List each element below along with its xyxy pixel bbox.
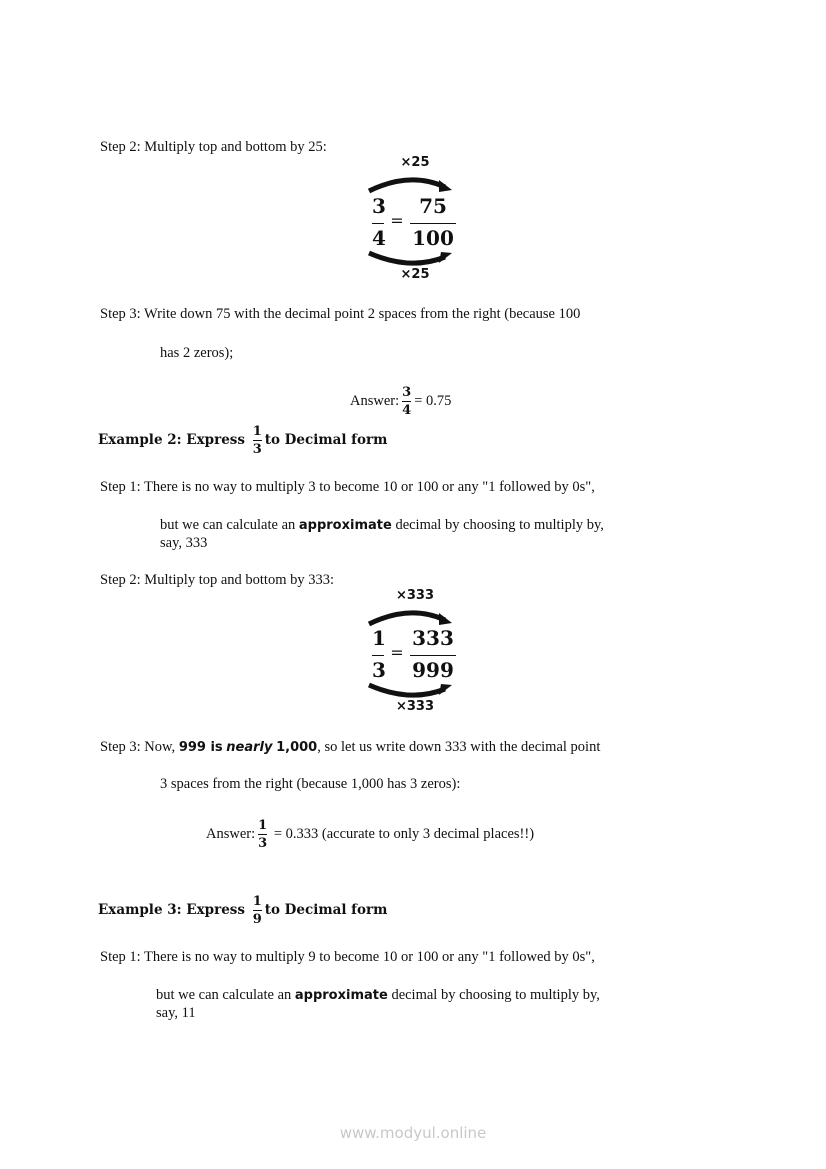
multiplier-top: ×333 — [395, 588, 435, 603]
ex2-fraction-diagram — [355, 588, 475, 718]
denominator: 3 — [258, 836, 268, 852]
arrow-top-icon — [355, 608, 475, 628]
text: decimal by choosing to multiply by, — [395, 517, 604, 533]
denominator: 4 — [402, 403, 412, 419]
multiplier-bottom: ×333 — [395, 699, 435, 714]
ex2-step1-cont — [160, 516, 604, 535]
ex2-step3 — [100, 738, 600, 757]
answer-label: Answer: — [350, 393, 400, 409]
ex3-step1: Step 1: There is no way to multiply 9 to become 10 or 100 or any "1 followed by 0s", — [100, 949, 595, 965]
answer-result: = 0.75 — [414, 393, 452, 409]
ex1-step2: Step 2: Multiply top and bottom by 25: — [100, 139, 327, 155]
ex2-step1: Step 1: There is no way to multiply 3 to become 10 or 100 or any "1 followed by 0s", — [100, 479, 595, 495]
numerator: 1 — [252, 424, 262, 439]
ex1-answer — [350, 381, 451, 421]
bold-text: 1,000 — [276, 740, 318, 755]
ex3-step1-cont — [156, 986, 600, 1005]
arrow-bottom-icon — [355, 681, 475, 701]
bold-text: 999 is — [178, 740, 223, 755]
multiplier-bottom: ×25 — [400, 267, 430, 282]
ex1-step3-cont: has 2 zeros); — [160, 345, 234, 361]
answer-result: = 0.333 (accurate to only 3 decimal places!!) — [273, 826, 535, 842]
equals: = — [390, 643, 404, 662]
denominator: 9 — [252, 912, 262, 927]
watermark: www.modyul.online — [339, 1124, 487, 1142]
fraction-bar — [410, 223, 456, 224]
answer-label: Answer: — [206, 826, 256, 842]
bold-text: approximate — [294, 988, 388, 1003]
ex2-step1-say: say, 333 — [160, 535, 208, 551]
ex1-fraction-diagram — [355, 155, 475, 285]
multiplier-top: ×25 — [400, 155, 430, 170]
text: but we can calculate an — [156, 987, 292, 1003]
fraction-bar — [372, 655, 384, 656]
left-denominator: 4 — [372, 226, 386, 250]
denominator: 3 — [252, 442, 262, 457]
fraction-bar — [410, 655, 456, 656]
fraction-bar — [372, 223, 384, 224]
bold-text: approximate — [298, 518, 392, 533]
fraction — [402, 385, 411, 418]
text: Step 3: Now, — [100, 739, 176, 755]
numerator: 1 — [258, 818, 268, 834]
ex3-step1-say: say, 11 — [156, 1005, 196, 1021]
ex2-answer — [206, 814, 534, 854]
heading-text: to Decimal form — [264, 432, 388, 448]
fraction — [253, 424, 262, 457]
right-denominator: 999 — [412, 658, 454, 682]
bold-italic-text: nearly — [226, 740, 273, 755]
heading-text: Example 3: Express — [98, 902, 245, 918]
ex2-step2: Step 2: Multiply top and bottom by 333: — [100, 572, 335, 588]
heading-text: to Decimal form — [264, 902, 388, 918]
fraction — [258, 818, 267, 851]
fraction — [253, 894, 262, 927]
right-numerator: 75 — [419, 194, 447, 218]
arrow-top-icon — [355, 175, 475, 195]
text: , so let us write down 333 with the decimal point — [317, 739, 601, 755]
numerator: 1 — [252, 894, 262, 909]
numerator: 3 — [402, 385, 412, 401]
ex2-step3-cont: 3 spaces from the right (because 1,000 has 3 zeros): — [160, 776, 461, 792]
right-numerator: 333 — [412, 626, 454, 650]
text: decimal by choosing to multiply by, — [391, 987, 600, 1003]
ex3-heading — [98, 890, 387, 930]
right-denominator: 100 — [412, 226, 454, 250]
text: but we can calculate an — [160, 517, 296, 533]
left-numerator: 1 — [372, 626, 386, 650]
left-denominator: 3 — [372, 658, 386, 682]
ex1-step3: Step 3: Write down 75 with the decimal point 2 spaces from the right (because 100 — [100, 306, 581, 322]
arrow-bottom-icon — [355, 249, 475, 269]
ex2-heading — [98, 420, 387, 460]
equals: = — [390, 211, 404, 230]
heading-text: Example 2: Express — [98, 432, 245, 448]
left-numerator: 3 — [372, 194, 386, 218]
